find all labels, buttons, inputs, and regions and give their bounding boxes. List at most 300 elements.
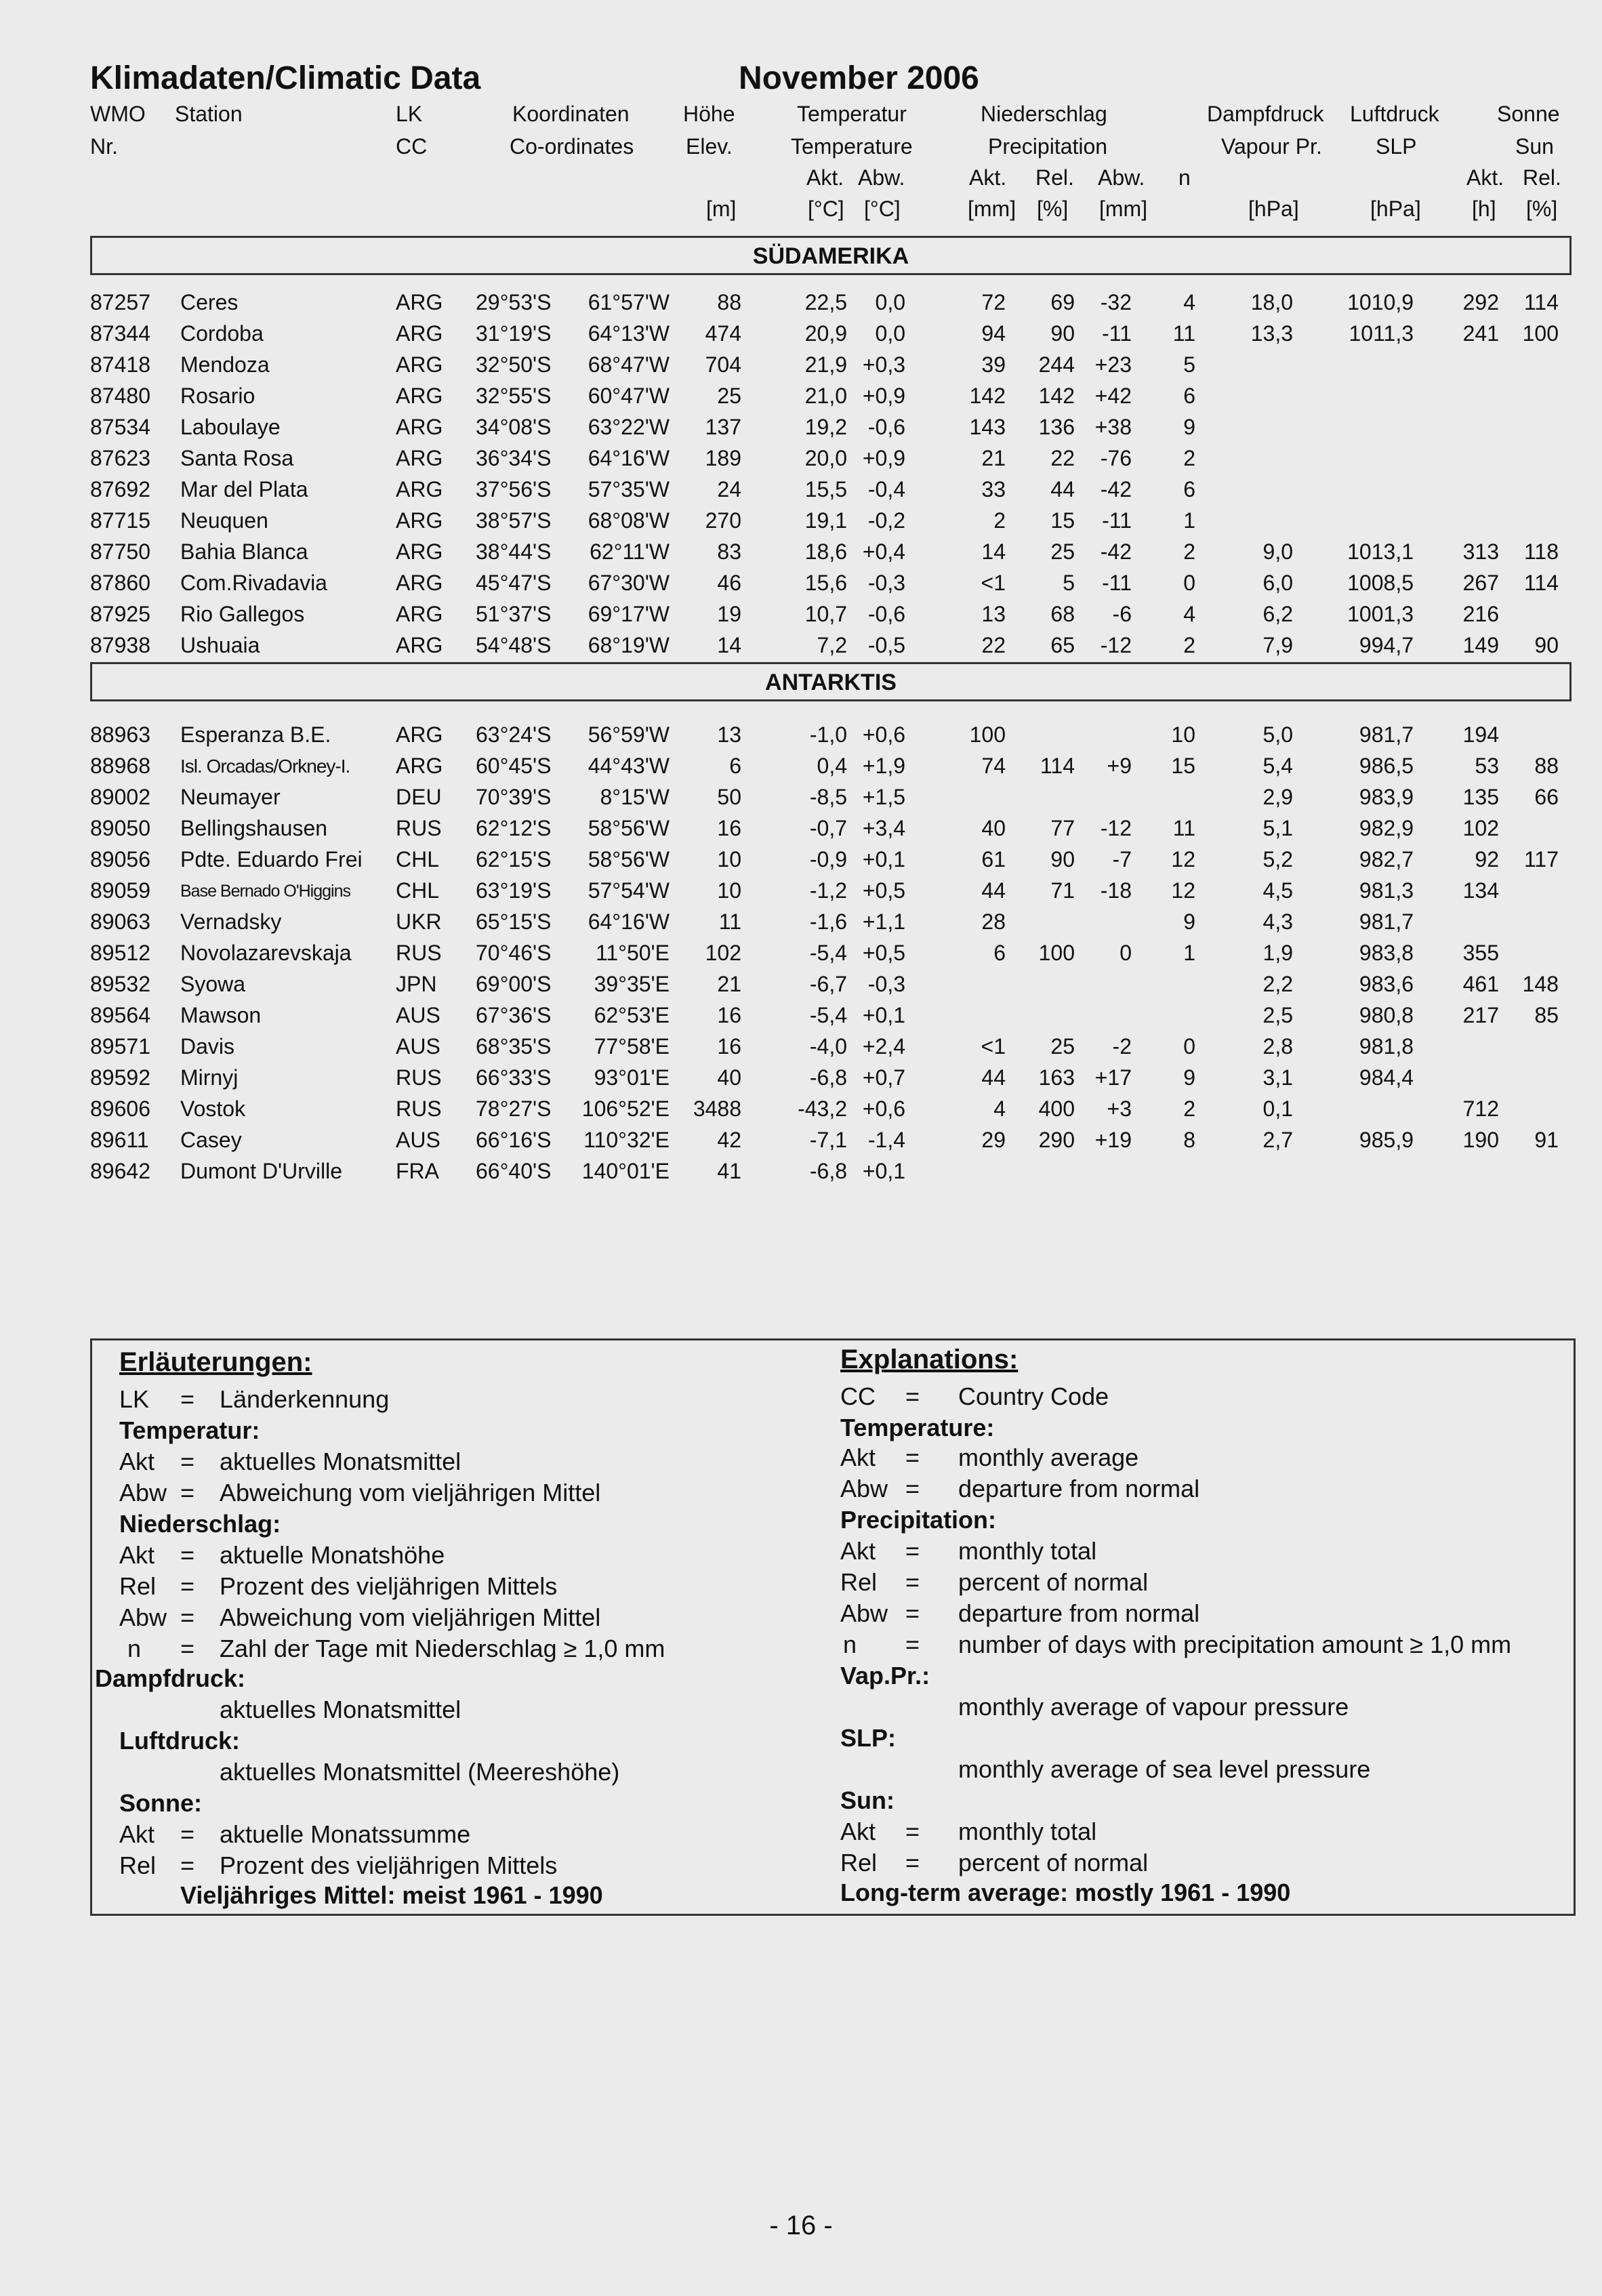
cell-t-akt: 20,0	[804, 446, 847, 470]
cell-vap: 6,0	[1262, 571, 1293, 595]
cell-lat: 63°24'S	[476, 722, 552, 747]
cell-p-abw: -2	[1112, 1034, 1132, 1059]
cell-sun-akt: 461	[1462, 972, 1499, 996]
cell-cc: JPN	[396, 972, 437, 996]
cell-p-abw: -32	[1100, 290, 1132, 314]
cell-lon: 63°22'W	[588, 415, 670, 439]
cell-t-abw: +0,9	[862, 384, 905, 408]
cell-n: 9	[1183, 1065, 1195, 1090]
cell-wmo: 89512	[90, 941, 150, 965]
cell-station: Santa Rosa	[180, 446, 294, 470]
cell-lat: 32°50'S	[476, 352, 552, 377]
explain-en-eq: =	[905, 1849, 920, 1877]
cell-station: Mar del Plata	[180, 477, 308, 501]
cell-wmo: 87860	[90, 571, 150, 595]
cell-vap: 5,2	[1262, 847, 1293, 872]
explain-de-text: Prozent des vieljährigen Mittels	[220, 1572, 558, 1600]
cell-sun-akt: 313	[1462, 539, 1499, 564]
table-row	[0, 878, 1602, 909]
explain-en-longterm: Long-term average: mostly 1961 - 1990	[840, 1879, 1291, 1906]
cell-lon: 69°17'W	[588, 602, 670, 626]
cell-elev: 88	[717, 290, 741, 314]
cell-p-rel: 25	[1050, 1034, 1075, 1059]
cell-t-abw: +0,9	[862, 446, 905, 470]
cell-n: 2	[1183, 539, 1195, 564]
cell-lon: 67°30'W	[588, 571, 670, 595]
cell-wmo: 89642	[90, 1159, 150, 1183]
cell-p-akt: 13	[981, 602, 1006, 626]
cell-n: 10	[1171, 722, 1195, 747]
header-temp-unit1: [°C]	[808, 197, 844, 221]
cell-lon: 106°52'E	[581, 1096, 670, 1121]
table-row	[0, 477, 1602, 508]
cell-p-abw: -18	[1100, 878, 1132, 903]
cell-slp: 1010,9	[1347, 290, 1414, 314]
cell-slp: 994,7	[1359, 633, 1414, 657]
cell-p-akt: 28	[981, 909, 1006, 934]
cell-t-akt: 20,9	[804, 321, 847, 346]
cell-elev: 46	[717, 571, 741, 595]
cell-n: 12	[1171, 878, 1195, 903]
cell-sun-rel: 114	[1523, 290, 1559, 314]
explain-de-text: aktuelle Monatssumme	[220, 1820, 471, 1848]
cell-lon: 68°19'W	[588, 633, 670, 657]
header-precip-n: n	[1178, 165, 1191, 190]
cell-vap: 2,2	[1262, 972, 1293, 996]
cell-wmo: 87925	[90, 602, 150, 626]
cell-n: 15	[1171, 754, 1195, 778]
cell-t-akt: 18,6	[804, 539, 847, 564]
explain-en-heading: Explanations:	[840, 1345, 1019, 1374]
cell-p-rel: 22	[1050, 446, 1075, 470]
explain-de-eq: =	[180, 1448, 195, 1475]
cell-slp: 980,8	[1359, 1003, 1414, 1027]
explain-de-key: Akt	[119, 1541, 155, 1569]
cell-n: 1	[1183, 941, 1195, 965]
cell-lat: 78°27'S	[476, 1096, 552, 1121]
explain-en-eq: =	[905, 1537, 920, 1565]
cell-station: Neumayer	[180, 785, 281, 809]
cell-t-abw: 0,0	[875, 290, 905, 314]
cell-cc: ARG	[396, 754, 443, 778]
cell-sun-rel: 114	[1523, 571, 1559, 595]
cell-cc: ARG	[396, 352, 443, 377]
cell-lon: 57°35'W	[588, 477, 670, 501]
cell-lat: 60°45'S	[476, 754, 552, 778]
cell-t-abw: +1,5	[862, 785, 905, 809]
cell-t-akt: 15,6	[804, 571, 847, 595]
cell-p-rel: 5	[1063, 571, 1075, 595]
cell-lat: 29°53'S	[476, 290, 552, 314]
cell-p-abw: -6	[1112, 602, 1132, 626]
cell-lat: 54°48'S	[476, 633, 552, 657]
cell-lat: 51°37'S	[476, 602, 552, 626]
cell-sun-akt: 92	[1475, 847, 1499, 872]
cell-vap: 2,7	[1262, 1128, 1293, 1152]
cell-elev: 13	[717, 722, 741, 747]
cell-t-abw: +0,1	[862, 1003, 905, 1027]
cell-n: 5	[1183, 352, 1195, 377]
cell-elev: 11	[718, 909, 741, 934]
cell-t-akt: 21,0	[804, 384, 847, 408]
cell-lon: 11°50'E	[595, 941, 670, 965]
cell-elev: 41	[717, 1159, 741, 1183]
cell-slp: 986,5	[1359, 754, 1414, 778]
cell-t-akt: 10,7	[804, 602, 847, 626]
cell-elev: 474	[705, 321, 741, 346]
cell-t-abw: +2,4	[862, 1034, 905, 1059]
cell-station: Bellingshausen	[180, 816, 328, 840]
explain-en-key: Akt	[840, 1818, 876, 1845]
cell-lat: 63°19'S	[476, 878, 552, 903]
cell-n: 0	[1183, 1034, 1195, 1059]
cell-n: 1	[1183, 508, 1195, 533]
header-temp-en: Temperature	[791, 134, 913, 159]
table-row	[0, 290, 1602, 321]
cell-sun-akt: 355	[1462, 941, 1499, 965]
cell-lat: 68°35'S	[476, 1034, 552, 1059]
cell-p-rel: 100	[1038, 941, 1075, 965]
cell-wmo: 87692	[90, 477, 150, 501]
cell-p-akt: 14	[981, 539, 1006, 564]
cell-sun-akt: 292	[1462, 290, 1499, 314]
cell-t-abw: +0,6	[862, 1096, 905, 1121]
cell-p-akt: 74	[981, 754, 1006, 778]
cell-sun-rel: 148	[1522, 972, 1559, 996]
cell-p-abw: -42	[1100, 477, 1132, 501]
cell-cc: AUS	[396, 1034, 440, 1059]
cell-lon: 8°15'W	[600, 785, 670, 809]
cell-cc: ARG	[396, 508, 443, 533]
cell-elev: 16	[717, 1003, 741, 1027]
cell-lon: 93°01'E	[594, 1065, 670, 1090]
cell-lat: 38°44'S	[476, 539, 552, 564]
cell-p-akt: 33	[981, 477, 1006, 501]
cell-slp: 984,4	[1359, 1065, 1414, 1090]
table-row	[0, 1003, 1602, 1034]
explain-en-eq: =	[905, 1818, 920, 1845]
cell-cc: AUS	[396, 1128, 440, 1152]
explain-de-key: Rel	[119, 1572, 157, 1600]
cell-t-abw: -1,4	[867, 1128, 905, 1152]
cell-t-abw: +0,5	[862, 878, 905, 903]
cell-p-akt: 22	[981, 633, 1006, 657]
cell-p-rel: 15	[1050, 508, 1075, 533]
explain-de-eq: =	[180, 1635, 195, 1662]
cell-t-abw: +1,1	[862, 909, 905, 934]
cell-cc: ARG	[396, 539, 443, 564]
cell-p-akt: 2	[993, 508, 1006, 533]
table-row	[0, 539, 1602, 571]
cell-vap: 2,8	[1262, 1034, 1293, 1059]
cell-lon: 64°16'W	[588, 446, 670, 470]
page-period: November 2006	[739, 60, 979, 96]
cell-sun-akt: 241	[1462, 321, 1499, 346]
cell-t-abw: -0,6	[867, 415, 905, 439]
explain-de-eq: =	[180, 1603, 195, 1631]
explain-de-text: Abweichung vom vieljährigen Mittel	[220, 1603, 601, 1631]
cell-t-akt: -5,4	[809, 1003, 847, 1027]
cell-slp: 1013,1	[1347, 539, 1414, 564]
cell-p-akt: 40	[981, 816, 1006, 840]
cell-sun-akt: 102	[1462, 816, 1499, 840]
explain-en-text: departure from normal	[958, 1599, 1200, 1627]
table-row	[0, 847, 1602, 878]
cell-n: 4	[1183, 602, 1195, 626]
cell-lat: 38°57'S	[476, 508, 552, 533]
cell-cc: ARG	[396, 290, 443, 314]
table-row	[0, 602, 1602, 633]
cell-t-abw: +0,3	[862, 352, 905, 377]
header-temp-abw: Abw.	[858, 165, 905, 190]
explain-en-subheading: Vap.Pr.:	[840, 1662, 930, 1689]
cell-sun-rel: 90	[1534, 633, 1559, 657]
cell-n: 12	[1171, 847, 1195, 872]
explain-de-subheading: Luftdruck:	[119, 1727, 240, 1755]
cell-elev: 40	[717, 1065, 741, 1090]
cell-lat: 62°12'S	[476, 816, 552, 840]
cell-vap: 18,0	[1250, 290, 1293, 314]
cell-p-rel: 77	[1050, 816, 1075, 840]
cell-wmo: 88963	[90, 722, 150, 747]
cell-p-akt: 100	[969, 722, 1006, 747]
cell-p-akt: 6	[993, 941, 1006, 965]
cell-lon: 39°35'E	[594, 972, 670, 996]
cell-t-abw: +0,1	[862, 847, 905, 872]
cell-p-akt: 29	[981, 1128, 1006, 1152]
table-row	[0, 722, 1602, 754]
cell-wmo: 87257	[90, 290, 150, 314]
explain-de-text: aktuelles Monatsmittel	[220, 1696, 461, 1723]
table-row	[0, 785, 1602, 816]
explain-en-eq: =	[905, 1599, 920, 1627]
cell-lon: 56°59'W	[588, 722, 670, 747]
cell-t-akt: -6,8	[809, 1065, 847, 1090]
cell-wmo: 89050	[90, 816, 150, 840]
cell-station: Pdte. Eduardo Frei	[180, 847, 363, 872]
cell-vap: 4,5	[1262, 878, 1293, 903]
cell-p-rel: 400	[1038, 1096, 1075, 1121]
cell-p-akt: 44	[981, 878, 1006, 903]
explain-en-text: Country Code	[958, 1382, 1109, 1410]
cell-elev: 24	[717, 477, 741, 501]
cell-t-abw: -0,3	[867, 972, 905, 996]
cell-p-akt: 21	[981, 446, 1006, 470]
cell-lat: 65°15'S	[476, 909, 552, 934]
cell-elev: 189	[705, 446, 741, 470]
cell-station: Vostok	[180, 1096, 246, 1121]
explain-en-key: n	[843, 1631, 857, 1658]
cell-wmo: 89002	[90, 785, 150, 809]
cell-wmo: 89592	[90, 1065, 150, 1090]
header-vap-en: Vapour Pr.	[1221, 134, 1322, 159]
header-temp-de: Temperatur	[797, 102, 907, 126]
cell-slp: 983,6	[1359, 972, 1414, 996]
header-coords-en: Co-ordinates	[510, 134, 634, 159]
header-wmo: WMO	[90, 102, 146, 126]
explain-en-text: monthly total	[958, 1818, 1097, 1845]
cell-sun-rel: 117	[1523, 847, 1559, 872]
cell-t-abw: +1,9	[862, 754, 905, 778]
explain-en-text: monthly average	[958, 1443, 1139, 1471]
cell-cc: ARG	[396, 321, 443, 346]
explain-en-eq: =	[905, 1443, 920, 1471]
cell-lat: 45°47'S	[476, 571, 552, 595]
cell-wmo: 87418	[90, 352, 150, 377]
explain-en-text: departure from normal	[958, 1475, 1200, 1502]
cell-slp: 1011,3	[1349, 321, 1414, 346]
explain-en-text: monthly average of sea level pressure	[958, 1755, 1371, 1783]
cell-slp: 981,8	[1359, 1034, 1414, 1059]
cell-t-abw: -0,6	[867, 602, 905, 626]
cell-n: 6	[1183, 384, 1195, 408]
cell-station: Mirnyj	[180, 1065, 239, 1090]
cell-n: 2	[1183, 1096, 1195, 1121]
cell-p-abw: -12	[1100, 816, 1132, 840]
cell-p-abw: +19	[1094, 1128, 1132, 1152]
cell-sun-akt: 135	[1462, 785, 1499, 809]
cell-wmo: 88968	[90, 754, 150, 778]
explain-de-eq: =	[180, 1541, 195, 1569]
explain-de-key: Akt	[119, 1820, 155, 1848]
explain-en-key: Akt	[840, 1443, 876, 1471]
explain-en-text: percent of normal	[958, 1568, 1149, 1596]
header-elev-unit: [m]	[706, 197, 737, 221]
cell-wmo: 87480	[90, 384, 150, 408]
cell-p-abw: -11	[1102, 508, 1132, 533]
cell-sun-rel: 91	[1534, 1128, 1559, 1152]
explain-en-text: percent of normal	[958, 1849, 1149, 1877]
header-temp-akt: Akt.	[806, 165, 844, 190]
cell-slp: 985,9	[1359, 1128, 1414, 1152]
cell-lat: 66°16'S	[476, 1128, 552, 1152]
cell-wmo: 89063	[90, 909, 150, 934]
cell-station: Cordoba	[180, 321, 264, 346]
cell-p-abw: -7	[1112, 847, 1132, 872]
cell-lat: 70°46'S	[476, 941, 552, 965]
cell-station: Laboulaye	[180, 415, 281, 439]
cell-station: Vernadsky	[180, 909, 282, 934]
table-row	[0, 972, 1602, 1003]
explain-en-text: monthly total	[958, 1537, 1097, 1565]
cell-slp: 983,9	[1359, 785, 1414, 809]
cell-wmo: 87715	[90, 508, 150, 533]
cell-lon: 61°57'W	[588, 290, 670, 314]
cell-p-rel: 69	[1050, 290, 1075, 314]
cell-lon: 58°56'W	[588, 816, 670, 840]
cell-t-akt: 21,9	[804, 352, 847, 377]
table-row	[0, 508, 1602, 539]
cell-lon: 64°16'W	[588, 909, 670, 934]
explain-de-subheading: Niederschlag:	[119, 1510, 281, 1538]
table-row	[0, 1159, 1602, 1190]
explain-de-key: LK	[119, 1385, 150, 1413]
header-slp-unit: [hPa]	[1370, 197, 1421, 221]
cell-n: 9	[1183, 909, 1195, 934]
explain-en-eq: =	[905, 1475, 920, 1502]
cell-n: 2	[1183, 633, 1195, 657]
cell-wmo: 87344	[90, 321, 150, 346]
cell-cc: AUS	[396, 1003, 440, 1027]
page-title: Klimadaten/Climatic Data	[90, 60, 481, 96]
cell-lat: 31°19'S	[476, 321, 552, 346]
cell-p-rel: 163	[1038, 1065, 1075, 1090]
explain-de-eq: =	[180, 1851, 195, 1879]
table-row	[0, 384, 1602, 415]
cell-p-rel: 142	[1038, 384, 1075, 408]
cell-wmo: 87750	[90, 539, 150, 564]
cell-cc: RUS	[396, 816, 442, 840]
cell-p-akt: 94	[981, 321, 1006, 346]
cell-lat: 62°15'S	[476, 847, 552, 872]
cell-station: Ushuaia	[180, 633, 260, 657]
cell-elev: 83	[717, 539, 741, 564]
cell-p-abw: 0	[1120, 941, 1132, 965]
cell-cc: ARG	[396, 384, 443, 408]
cell-cc: CHL	[396, 847, 440, 872]
header-station: Station	[175, 102, 243, 126]
cell-t-abw: -0,3	[867, 571, 905, 595]
header-elev-en: Elev.	[686, 134, 733, 159]
cell-wmo: 89532	[90, 972, 150, 996]
cell-p-akt: 72	[981, 290, 1006, 314]
explain-en-key: Abw	[840, 1475, 888, 1502]
cell-sun-rel: 118	[1523, 539, 1559, 564]
cell-wmo: 89606	[90, 1096, 150, 1121]
header-precip-unit2: [%]	[1037, 197, 1069, 221]
cell-cc: ARG	[396, 446, 443, 470]
cell-vap: 1,9	[1262, 941, 1293, 965]
cell-elev: 19	[717, 602, 741, 626]
cell-t-abw: -0,2	[867, 508, 905, 533]
cell-slp: 981,3	[1359, 878, 1414, 903]
cell-t-akt: -5,4	[809, 941, 847, 965]
section-header-suedamerika	[90, 236, 1572, 275]
explain-en-subheading: Precipitation:	[840, 1506, 997, 1534]
table-row	[0, 941, 1602, 972]
cell-vap: 4,3	[1262, 909, 1293, 934]
explain-en-key: Rel	[840, 1568, 878, 1596]
cell-t-akt: -43,2	[798, 1096, 847, 1121]
header-slp-en: SLP	[1376, 134, 1417, 159]
cell-p-rel: 290	[1038, 1128, 1075, 1152]
explain-de-text: aktuelles Monatsmittel (Meereshöhe)	[220, 1758, 620, 1786]
header-precip-en: Precipitation	[988, 134, 1108, 159]
cell-lon: 58°56'W	[588, 847, 670, 872]
cell-station: Mendoza	[180, 352, 270, 377]
explain-de-subheading: Temperatur:	[119, 1416, 260, 1444]
cell-elev: 16	[717, 1034, 741, 1059]
table-row	[0, 1034, 1602, 1065]
cell-sun-rel: 66	[1534, 785, 1559, 809]
header-sun-de: Sonne	[1497, 102, 1560, 126]
cell-vap: 2,9	[1262, 785, 1293, 809]
cell-p-abw: -11	[1102, 321, 1132, 346]
cell-vap: 13,3	[1250, 321, 1293, 346]
cell-sun-akt: 194	[1462, 722, 1499, 747]
header-coords-de: Koordinaten	[512, 102, 630, 126]
cell-p-rel: 25	[1050, 539, 1075, 564]
cell-lon: 62°11'W	[590, 539, 670, 564]
cell-lon: 68°47'W	[588, 352, 670, 377]
cell-wmo: 89611	[90, 1128, 149, 1152]
table-row	[0, 754, 1602, 785]
cell-p-abw: -42	[1100, 539, 1132, 564]
cell-p-abw: +23	[1094, 352, 1132, 377]
cell-t-abw: +0,1	[862, 1159, 905, 1183]
header-precip-de: Niederschlag	[981, 102, 1107, 126]
explain-de-key: Rel	[119, 1851, 157, 1879]
